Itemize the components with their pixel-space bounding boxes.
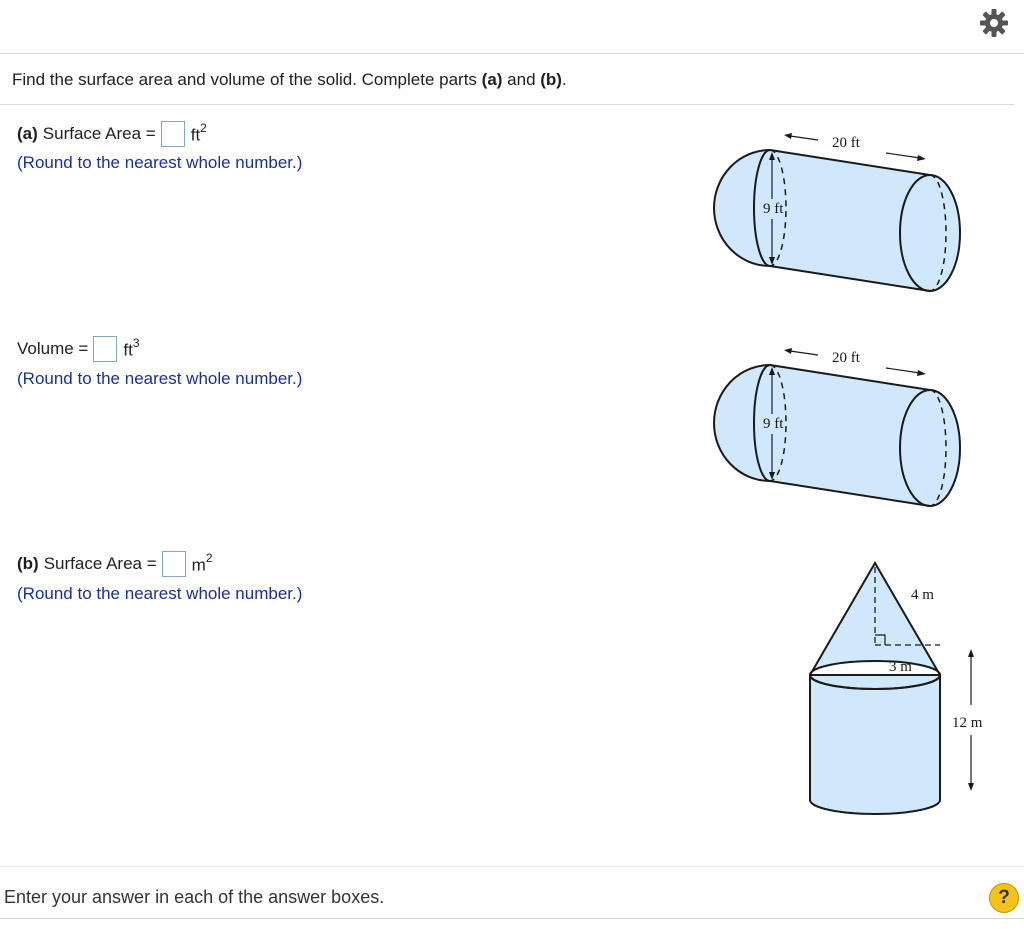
capsule-figure-2 <box>700 330 1000 525</box>
part-a-surface-area-prompt: (a) Surface Area = $ft^2$ <box>17 121 207 147</box>
footer-bottom-line <box>0 918 1024 919</box>
part-a-surface-area-round-note: (Round to the nearest whole number.) <box>17 153 303 172</box>
question-divider <box>0 104 1014 105</box>
capsule-figure-1 <box>700 115 1000 310</box>
part-a-volume-round-note: (Round to the nearest whole number.) <box>17 369 303 388</box>
length-label: 20 ft <box>832 350 860 366</box>
help-icon: ? <box>998 887 1010 908</box>
part-a-surface-area-answer-box[interactable] <box>161 121 185 147</box>
footer-instruction: Enter your answer in each of the answer boxes. <box>4 887 385 907</box>
help-button[interactable] <box>989 883 1019 913</box>
diameter-label: 9 ft <box>763 416 784 432</box>
unit-label: $ft^3$ <box>123 335 140 360</box>
footer-divider <box>0 866 1024 867</box>
slant-label: 4 m <box>911 587 934 603</box>
unit-label: $ft^2$ <box>190 120 207 145</box>
part-a-volume-answer-box[interactable] <box>93 336 117 362</box>
part-b-surface-area-answer-box[interactable] <box>162 551 186 577</box>
part-b-surface-area-prompt: (b) Surface Area = $m^2$ <box>17 551 213 577</box>
gear-icon[interactable] <box>977 6 1011 40</box>
radius-label: 3 m <box>889 659 912 675</box>
diameter-label: 9 ft <box>763 201 784 217</box>
cone-cylinder-figure <box>800 555 1000 825</box>
top-toolbar <box>0 0 1024 54</box>
unit-label: $m^2$ <box>191 550 213 575</box>
question-text: Find the surface area and volume of the solid. Complete parts (a) and (b). <box>12 70 567 89</box>
height-label: 12 m <box>952 715 983 731</box>
part-a-volume-prompt: Volume = $ft^3$ <box>17 336 140 362</box>
part-b-surface-area-round-note: (Round to the nearest whole number.) <box>17 584 303 603</box>
length-label: 20 ft <box>832 135 860 151</box>
